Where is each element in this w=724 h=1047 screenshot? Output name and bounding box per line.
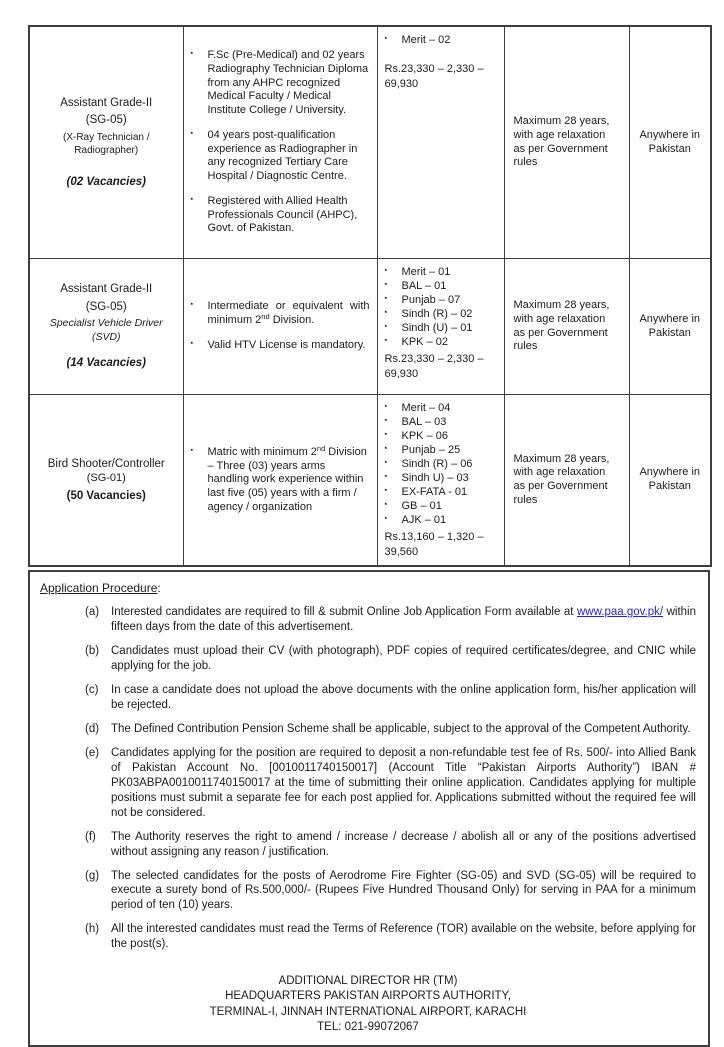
quota-text: BAL – 01	[401, 279, 447, 292]
quota-list	[385, 402, 499, 528]
vacancy-table	[28, 25, 712, 567]
position-subtitle: (X-Ray Technician /	[62, 131, 150, 143]
quota-text: Sindh U) – 03	[401, 471, 469, 484]
age-limit-text: Maximum 28 years, with age relaxation as per Government rules	[513, 115, 610, 169]
procedure-item-a	[85, 605, 696, 635]
quota-text: BAL – 03	[401, 415, 447, 428]
item-text: The selected candidates for the posts of Aerodrome Fire Fighter (SG-05) and SVD (SG-05) will be required to execute a surety bond of Rs.500,000/- (Rupees Five Hundred Thousand Only) for serving in PAA for a minimum period of ten (10) years.	[111, 869, 696, 912]
position-cell	[29, 395, 183, 567]
quota-text: KPK – 02	[401, 335, 448, 348]
procedure-item-d	[85, 722, 696, 737]
item-label: (d)	[85, 723, 100, 736]
bullet-icon: ▪	[384, 430, 387, 438]
list-item	[385, 266, 499, 280]
bullet-icon: ▪	[384, 514, 387, 522]
section-heading-colon: :	[157, 581, 161, 596]
list-item	[191, 339, 370, 353]
age-limit-cell	[504, 26, 629, 259]
list-item	[191, 195, 370, 236]
qualification-cell	[183, 259, 377, 395]
position-subtitle: Specialist Vehicle Driver	[49, 317, 163, 330]
procedure-items	[85, 605, 696, 952]
list-item	[385, 322, 499, 336]
item-text: within fifteen days from the date of this advertisement.	[111, 606, 696, 634]
item-label: (h)	[85, 923, 100, 936]
bullet-icon: ▪	[384, 403, 387, 410]
qualification-list	[191, 49, 370, 236]
bullet-icon: ▪	[384, 458, 387, 466]
quota-text: GB – 01	[401, 499, 442, 512]
contact-line-address: TERMINAL-I, JINNAH INTERNATIONAL AIRPORT, KARACHI	[209, 1005, 527, 1018]
section-heading-text: Application Procedure	[40, 581, 158, 596]
place-of-posting-cell	[629, 259, 711, 395]
position-title: Assistant Grade-II	[60, 96, 153, 109]
qualification-text: F.Sc (Pre-Medical) and 02 years Radiography Technician Diploma from any AHPC recognized Medical Faculty / Medical Institute College / University.	[207, 49, 369, 116]
bullet-icon: ▪	[384, 416, 387, 424]
qualification-list	[190, 443, 370, 515]
bullet-icon: ▪	[384, 308, 387, 316]
table-row	[29, 395, 711, 567]
item-text: The Defined Contribution Pension Scheme shall be applicable, subject to the approval of the Competent Authority.	[111, 723, 691, 736]
quota-text: Sindh (U) – 01	[401, 321, 473, 334]
bullet-icon: ▪	[384, 322, 387, 330]
quota-text: Merit – 02	[401, 34, 451, 46]
list-item	[191, 129, 370, 184]
position-title: Bird Shooter/Controller	[47, 457, 165, 470]
item-label: (a)	[85, 606, 100, 619]
procedure-item-f	[85, 830, 696, 860]
position-cell	[29, 26, 183, 259]
paa-website-link[interactable]: www.paa.gov.pk/	[576, 606, 664, 619]
document-content	[28, 25, 710, 1047]
list-item	[190, 443, 370, 515]
qualification-text: Matric with minimum 2	[207, 445, 317, 458]
list-item	[385, 294, 499, 308]
place-of-posting-cell	[629, 395, 711, 567]
quota-text: EX-FATA - 01	[401, 485, 468, 498]
qualification-cell	[183, 395, 377, 567]
list-item	[385, 444, 499, 458]
bullet-icon: ▪	[384, 280, 387, 288]
quota-text: Merit – 01	[401, 266, 451, 278]
vacancy-count: (02 Vacancies)	[66, 175, 146, 188]
quota-list	[385, 34, 499, 48]
superscript: nd	[316, 443, 326, 453]
quota-pay-cell	[377, 259, 504, 395]
age-limit-cell	[504, 395, 629, 567]
qualification-text: Division.	[269, 314, 315, 327]
section-heading	[40, 581, 696, 595]
quota-text: Merit – 04	[401, 402, 451, 414]
list-item	[385, 402, 499, 416]
age-limit-text: Maximum 28 years, with age relaxation as per Government rules	[513, 299, 610, 353]
list-item	[191, 49, 370, 118]
list-item	[385, 458, 499, 472]
position-grade: (SG-01)	[86, 472, 126, 485]
position-grade: (SG-05)	[85, 300, 127, 313]
list-item	[385, 430, 499, 444]
bullet-icon: ▪	[384, 500, 387, 508]
procedure-item-c	[85, 683, 696, 713]
pay-scale: Rs.23,330 – 2,330 – 69,930	[384, 62, 484, 90]
bullet-icon: ▪	[384, 336, 387, 344]
list-item	[385, 500, 499, 514]
quota-text: Punjab – 07	[401, 293, 461, 306]
application-procedure-section	[28, 570, 710, 1047]
quota-text: KPK – 06	[401, 429, 448, 442]
place-of-posting-cell	[629, 26, 711, 259]
bullet-icon: ▪	[384, 35, 387, 42]
contact-line-office: ADDITIONAL DIRECTOR HR (TM)	[278, 975, 458, 988]
place-of-posting-text: Anywhere in Pakistan	[639, 128, 701, 155]
superscript: nd	[261, 312, 270, 322]
pay-scale: Rs.23,330 – 2,330 – 69,930	[384, 352, 484, 380]
quota-text: AJK – 01	[401, 513, 447, 526]
table-row	[29, 259, 711, 395]
list-item	[191, 300, 370, 328]
bullet-icon: ▪	[190, 446, 193, 454]
position-subtitle: Radiographer)	[74, 144, 139, 156]
contact-block	[40, 974, 696, 1035]
item-text: The Authority reserves the right to amend / increase / decrease / abolish all or any of the positions advertised without assigning any reason / justification.	[111, 830, 696, 858]
position-grade: (SG-05)	[85, 114, 127, 127]
bullet-icon: ▪	[190, 301, 193, 309]
bullet-icon: ▪	[384, 444, 387, 452]
bullet-icon: ▪	[190, 195, 193, 203]
bullet-icon: ▪	[384, 472, 387, 480]
item-label: (b)	[85, 645, 100, 658]
item-label: (f)	[85, 830, 96, 843]
item-text: All the interested candidates must read the Terms of Reference (TOR) available on the website, before applying for the post(s).	[111, 923, 696, 951]
bullet-icon: ▪	[190, 339, 193, 347]
procedure-item-e	[85, 746, 696, 821]
bullet-icon: ▪	[384, 486, 387, 494]
list-item	[385, 416, 499, 430]
quota-pay-cell	[377, 395, 504, 567]
quota-text: Sindh (R) – 02	[401, 307, 473, 320]
vacancy-count: (14 Vacancies)	[66, 357, 146, 370]
item-text: Candidates applying for the position are required to deposit a non-refundable test fee of Rs. 500/- into Allied Bank of Pakistan Account No. [0010011740150017] (Account Title “Pakistan Airports Authority”) IBAN # PK03ABPA0010011740150017 at the time of submitting their online application. Candidates applying for multiple positions must submit a separate fee for each post applied for. Applications submitted without the required fee will not be considered.	[111, 746, 696, 819]
list-item	[385, 34, 499, 48]
procedure-item-g	[85, 869, 696, 914]
qualification-text: Division – Three (03) years arms handling work experience within last five (05) years with a firm / agency / organization	[207, 445, 367, 513]
position-subtitle: (SVD)	[91, 330, 121, 343]
contact-line-org: HEADQUARTERS PAKISTAN AIRPORTS AUTHORITY,	[225, 990, 511, 1003]
item-label: (c)	[85, 684, 99, 697]
qualification-text: Registered with Allied Health Professionals Council (AHPC), Govt. of Pakistan.	[207, 194, 358, 235]
list-item	[385, 472, 499, 486]
qualification-text: Intermediate or equivalent with minimum 2	[207, 300, 370, 327]
item-text: In case a candidate does not upload the above documents with the online application form, his/her application will be rejected.	[111, 684, 696, 712]
qualification-cell	[183, 26, 377, 259]
bullet-icon: ▪	[384, 294, 387, 302]
place-of-posting-text: Anywhere in Pakistan	[639, 312, 701, 339]
item-label: (g)	[85, 869, 100, 882]
vacancy-count: (50 Vacancies)	[66, 490, 146, 503]
bullet-icon: ▪	[190, 50, 193, 57]
list-item	[385, 280, 499, 294]
bullet-icon: ▪	[384, 267, 387, 274]
age-limit-cell	[504, 259, 629, 395]
list-item	[385, 486, 499, 500]
quota-text: Sindh (R) – 06	[401, 457, 473, 470]
table-row	[29, 26, 711, 259]
place-of-posting-text: Anywhere in Pakistan	[639, 466, 701, 493]
qualification-list	[191, 300, 370, 352]
procedure-item-h	[85, 922, 696, 952]
item-text: Interested candidates are required to fill & submit Online Job Application Form available at	[111, 606, 577, 619]
quota-text: Punjab – 25	[401, 443, 461, 456]
list-item	[385, 336, 499, 350]
bullet-icon: ▪	[190, 129, 193, 137]
contact-line-phone: TEL: 021-99072067	[317, 1020, 419, 1033]
pay-scale: Rs.13,160 – 1,320 – 39,560	[384, 530, 484, 558]
position-title: Assistant Grade-II	[60, 283, 153, 296]
qualification-text: 04 years post-qualification experience as Radiographer in any recognized Tertiary Care Hospital / Diagnostic Centre.	[207, 128, 358, 182]
quota-list	[385, 266, 499, 350]
item-text: Candidates must upload their CV (with photograph), PDF copies of required certificates/degree, and CNIC while applying for the job.	[111, 645, 696, 673]
list-item	[385, 308, 499, 322]
procedure-item-b	[85, 644, 696, 674]
age-limit-text: Maximum 28 years, with age relaxation as per Government rules	[513, 452, 610, 506]
item-label: (e)	[85, 746, 100, 759]
position-cell	[29, 259, 183, 395]
quota-pay-cell	[377, 26, 504, 259]
qualification-text: Valid HTV License is mandatory.	[207, 338, 366, 351]
list-item	[385, 514, 499, 528]
